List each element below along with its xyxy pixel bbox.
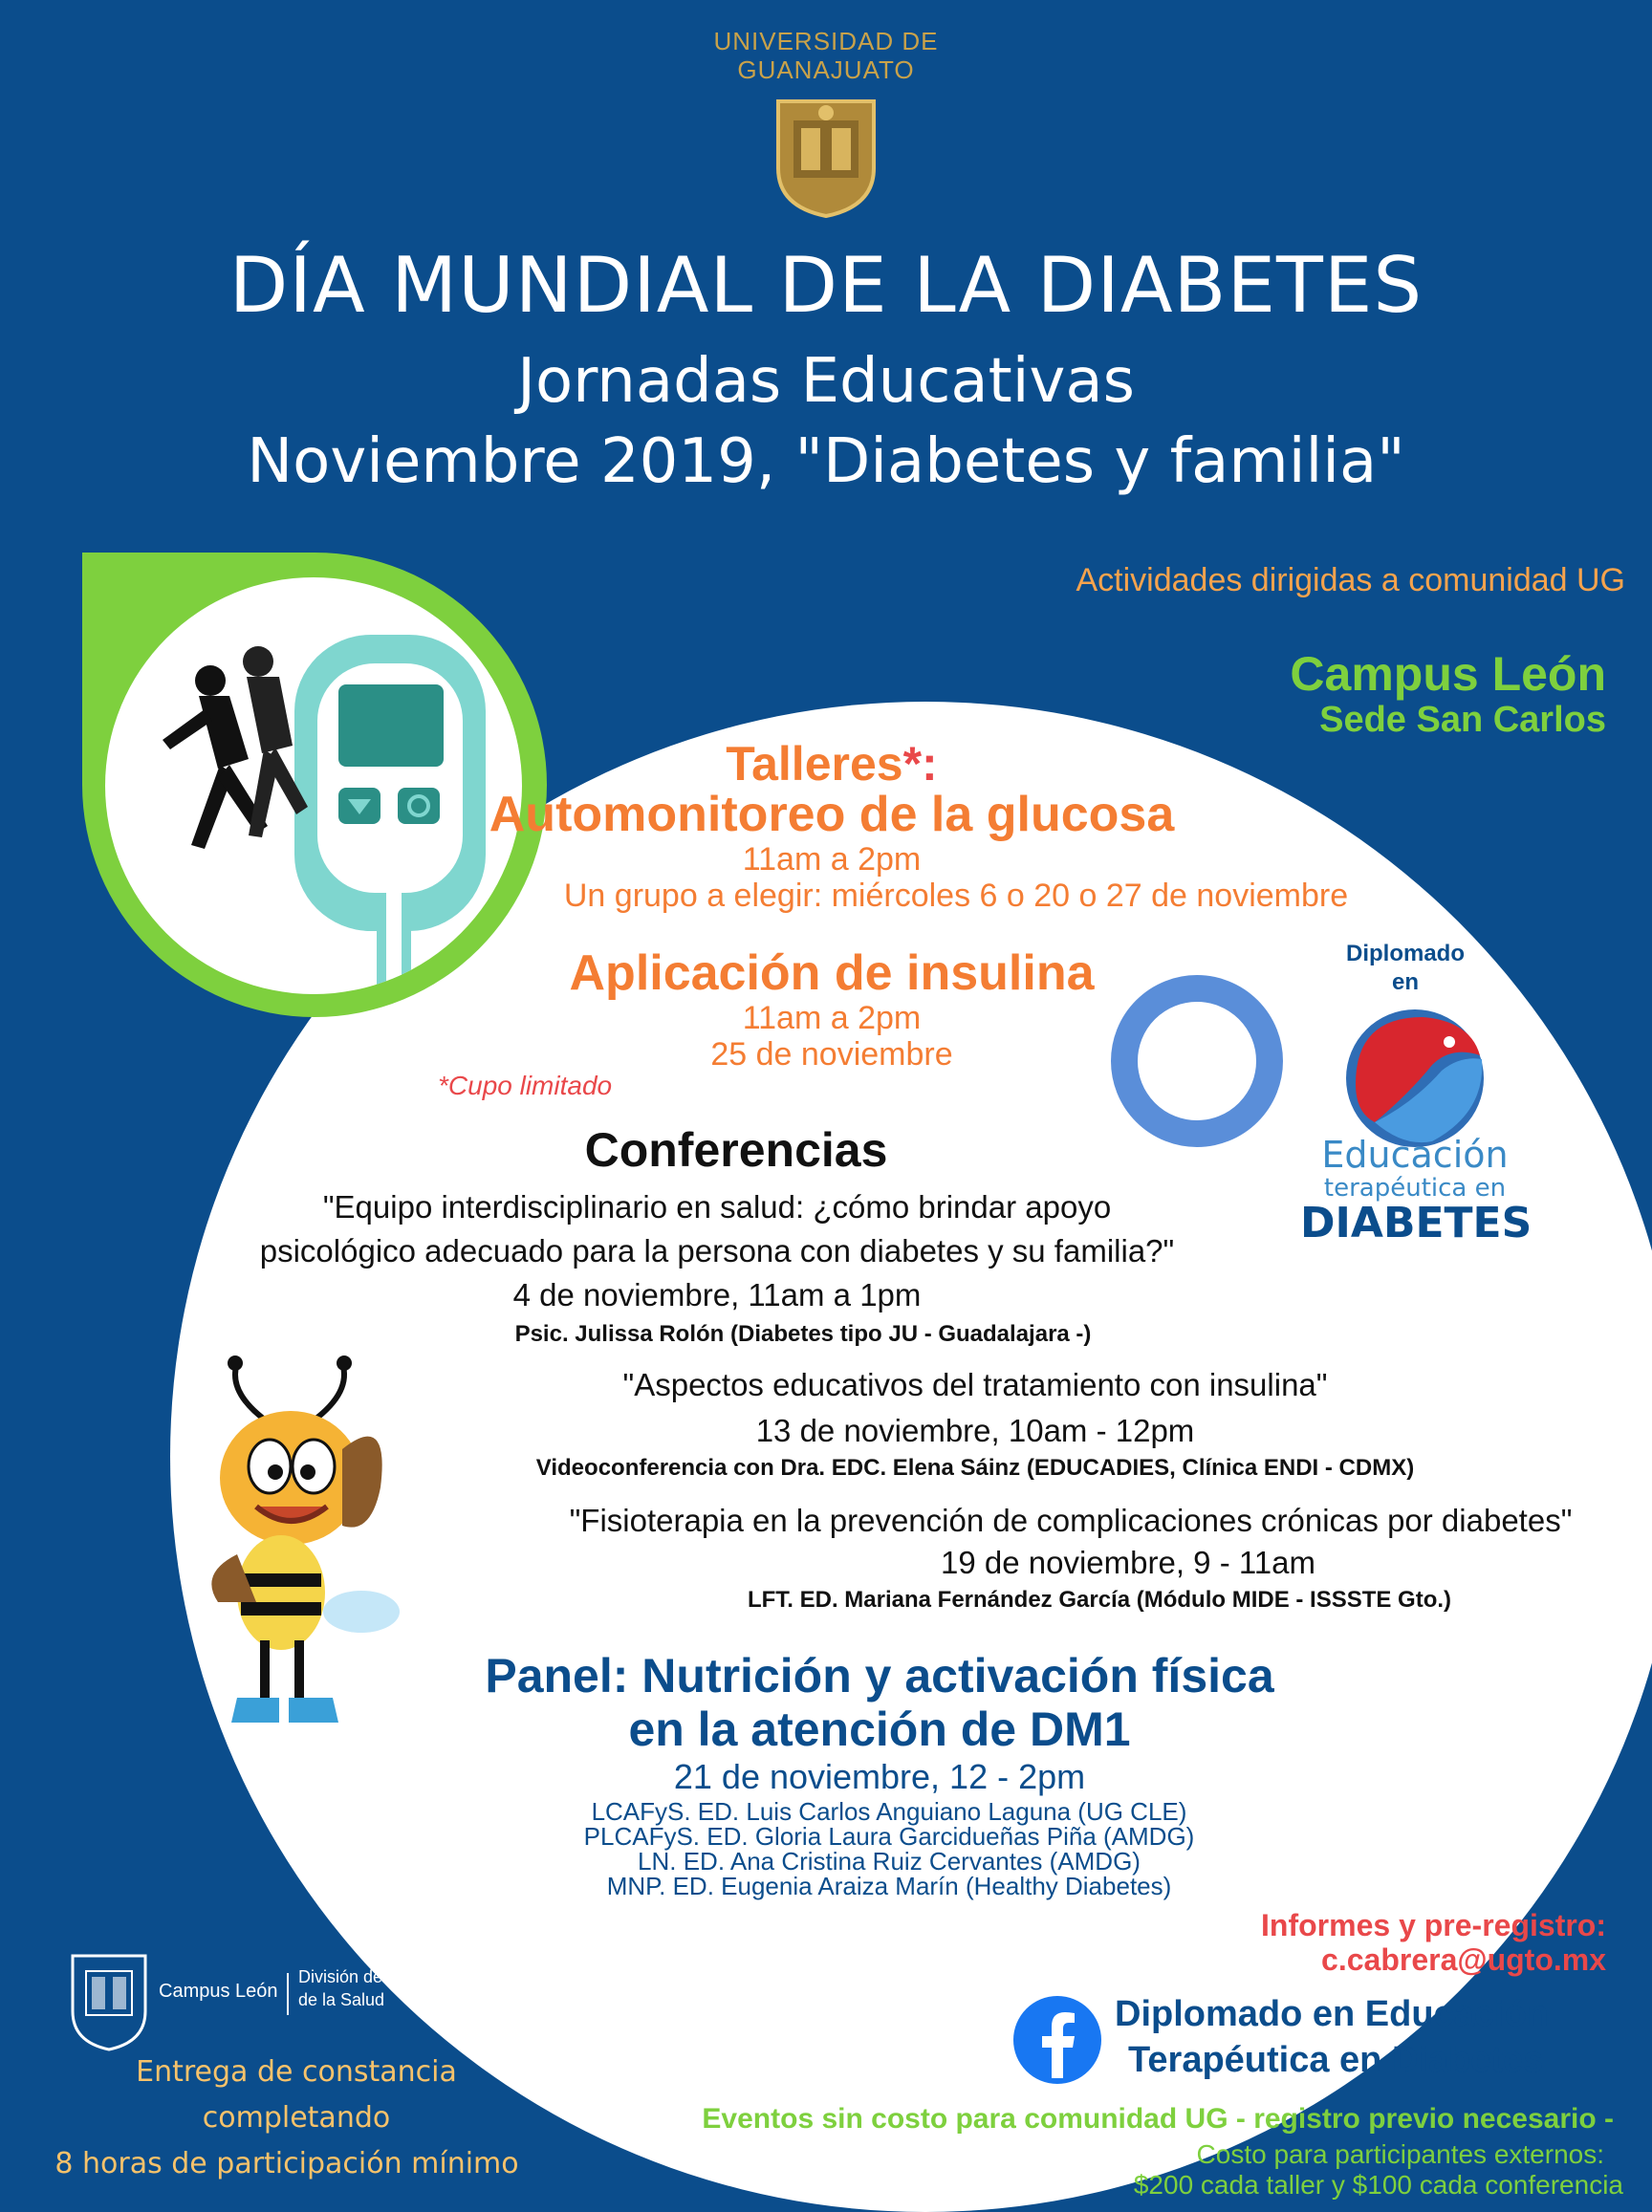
conference2-speaker: Videoconferencia con Dra. EDC. Elena Sáinz (EDUCADIES, Clínica ENDI - CDMX) [535,1455,1415,1481]
panelist-item: MNP. ED. Eugenia Araiza Marín (Healthy Diabetes) [606,1872,1172,1900]
division-name-line2: de la Salud [298,1990,385,2009]
conference3-title: "Fisioterapia en la prevención de complicaciones crónicas por diabetes" [569,1503,1573,1538]
registration-label: Informes y pre-registro: [1261,1908,1606,1942]
university-crest-icon [769,92,883,218]
runners-icon [163,646,308,849]
workshop-glucose-dates: Un grupo a elegir: miércoles 6 o 20 o 27 de noviembre [563,878,1349,914]
free-events-note: Eventos sin costo para comunidad UG - registro previo necesario - [702,2103,1614,2135]
divider [287,1973,289,2015]
certificate-note-line2: completando [202,2101,391,2135]
diplomado-brand-line1: Educación [1321,1134,1509,1176]
diplomado-brand-line2: terapéutica en [1323,1174,1507,1203]
workshops-heading: Talleres*: [726,737,938,791]
audience-note: Actividades dirigidas a comunidad UG [1076,562,1625,598]
panel-date: 21 de noviembre, 12 - 2pm [673,1757,1086,1796]
conference1-title-line2: psicológico adecuado para la persona con diabetes y su familia?" [259,1233,1175,1269]
workshop-glucose-time: 11am a 2pm [742,841,922,878]
ug-crest-icon [67,1950,151,2051]
division-name-line1: División de Ciencias [298,1967,454,1986]
page-title: DÍA MUNDIAL DE LA DIABETES [228,241,1424,330]
diplomado-label: Diplomado [1346,941,1465,966]
limited-seats-note: *Cupo limitado [438,1071,613,1100]
subtitle-date-theme: Noviembre 2019, "Diabetes y familia" [247,426,1405,497]
external-cost-prices: $200 cada taller y $100 cada conferencia [1133,2170,1623,2200]
panelist-item: LCAFyS. ED. Luis Carlos Anguiano Laguna (UG CLE) [591,1797,1187,1826]
workshop-insulin-date: 25 de noviembre [710,1036,953,1073]
facebook-page-name-line2[interactable]: Terapéutica en Diabetes [1128,2040,1544,2080]
conference1-title-line1: "Equipo interdisciplinario en salud: ¿cómo brindar apoyo [322,1189,1112,1225]
conference2-date: 13 de noviembre, 10am - 12pm [755,1413,1195,1448]
bee-mascot-icon [199,1354,415,1736]
facebook-page-name-line1[interactable]: Diplomado en Educación [1115,1994,1549,2034]
registration-email-link[interactable]: c.cabrera@ugto.mx [1321,1942,1606,1977]
conferences-heading: Conferencias [584,1123,888,1177]
panelist-item: PLCAFyS. ED. Gloria Laura Garcidueñas Piña (AMDG) [583,1822,1195,1851]
workshop-insulin-title: Aplicación de insulina [569,945,1095,1001]
conference3-speaker: LFT. ED. Mariana Fernández García (Módulo MIDE - ISSSTE Gto.) [747,1587,1452,1613]
conference1-speaker: Psic. Julissa Rolón (Diabetes tipo JU - Guadalajara -) [514,1321,1092,1347]
conference1-date: 4 de noviembre, 11am a 1pm [512,1277,922,1312]
campus-name: Campus León [1290,647,1606,701]
conference2-title: "Aspectos educativos del tratamiento con insulina" [622,1367,1328,1402]
panel-title-line2: en la atención de DM1 [628,1702,1131,1756]
conference3-date: 19 de noviembre, 9 - 11am [941,1545,1315,1580]
workshop-glucose-title: Automonitoreo de la glucosa [489,787,1175,842]
blue-circle-diabetes-icon [1111,975,1283,1147]
panelist-item: LN. ED. Ana Cristina Ruiz Cervantes (AMDG) [638,1847,1141,1876]
panel-title-line1: Panel: Nutrición y activación física [485,1649,1274,1702]
certificate-note-line1: Entrega de constancia [136,2055,457,2089]
facebook-f-icon [1013,1996,1101,2084]
certificate-note-line3: 8 horas de participación mínimo [54,2147,519,2180]
university-name: UNIVERSIDAD DE GUANAJUATO [713,27,939,84]
diplomado-label-en: en [1391,969,1419,995]
workshop-insulin-time: 11am a 2pm [742,1000,922,1036]
diplomado-brand-line3: DIABETES [1300,1199,1532,1247]
subtitle-jornadas: Jornadas Educativas [517,346,1135,417]
campus-leon-label: Campus León [159,1981,278,2002]
facebook-icon[interactable] [1013,1996,1101,2084]
venue-name: Sede San Carlos [1319,700,1606,740]
external-cost-label: Costo para participantes externos: [1196,2139,1604,2169]
